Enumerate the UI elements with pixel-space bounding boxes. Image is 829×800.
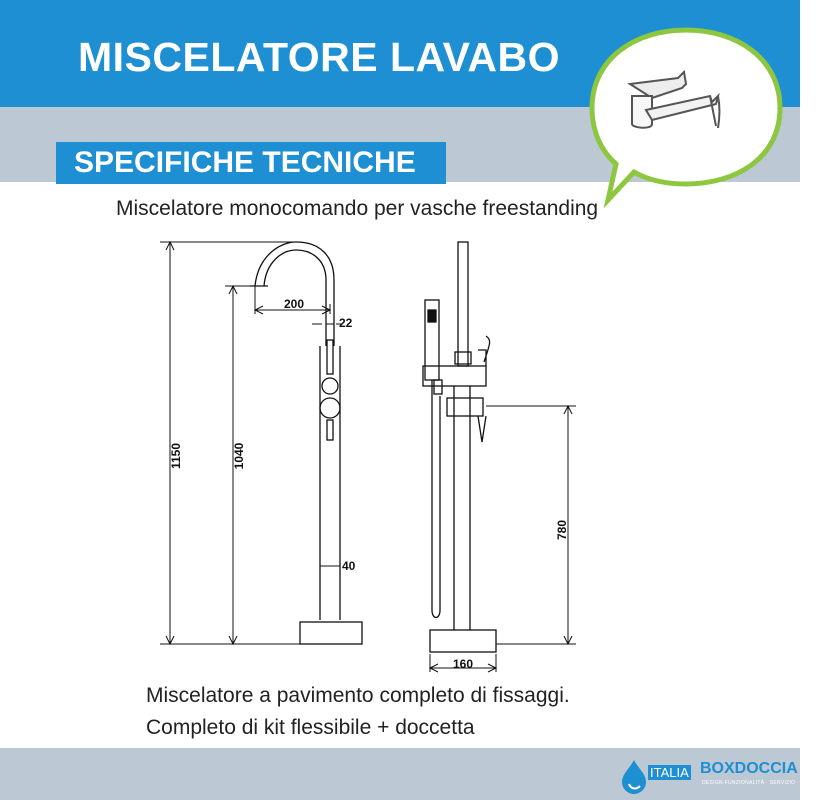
product-description: Miscelatore monocomando per vasche freestanding	[116, 197, 599, 220]
dim-spout-height: 1040	[232, 442, 246, 470]
dim-total-height: 1150	[169, 442, 183, 470]
side-view	[423, 242, 496, 652]
dim-base-width: 160	[452, 657, 474, 671]
section-title: SPECIFICHE TECNICHE	[74, 146, 416, 179]
technical-drawing	[0, 220, 800, 680]
speech-bubble	[586, 24, 786, 204]
feature-line-2: Completo di kit flessibile + doccetta	[146, 716, 475, 739]
dim-body-diameter: 40	[342, 559, 356, 573]
brand-tagline: DESIGN FUNZIONALITÀ · SERVIZIO · PRATICITÀ	[702, 780, 829, 786]
front-view	[250, 242, 362, 644]
brand-boxdoccia: BOXDOCCIA	[700, 760, 798, 777]
brand-italia: ITALIA	[650, 765, 689, 780]
front-dimension-lines	[160, 242, 342, 644]
page-title: MISCELATORE LAVABO	[78, 34, 561, 80]
dim-hand-shower-height: 780	[555, 519, 569, 541]
feature-line-1: Miscelatore a pavimento completo di fissaggi.	[146, 684, 570, 707]
dim-spout-reach: 200	[283, 297, 305, 311]
dim-spout-diameter: 22	[339, 316, 353, 330]
